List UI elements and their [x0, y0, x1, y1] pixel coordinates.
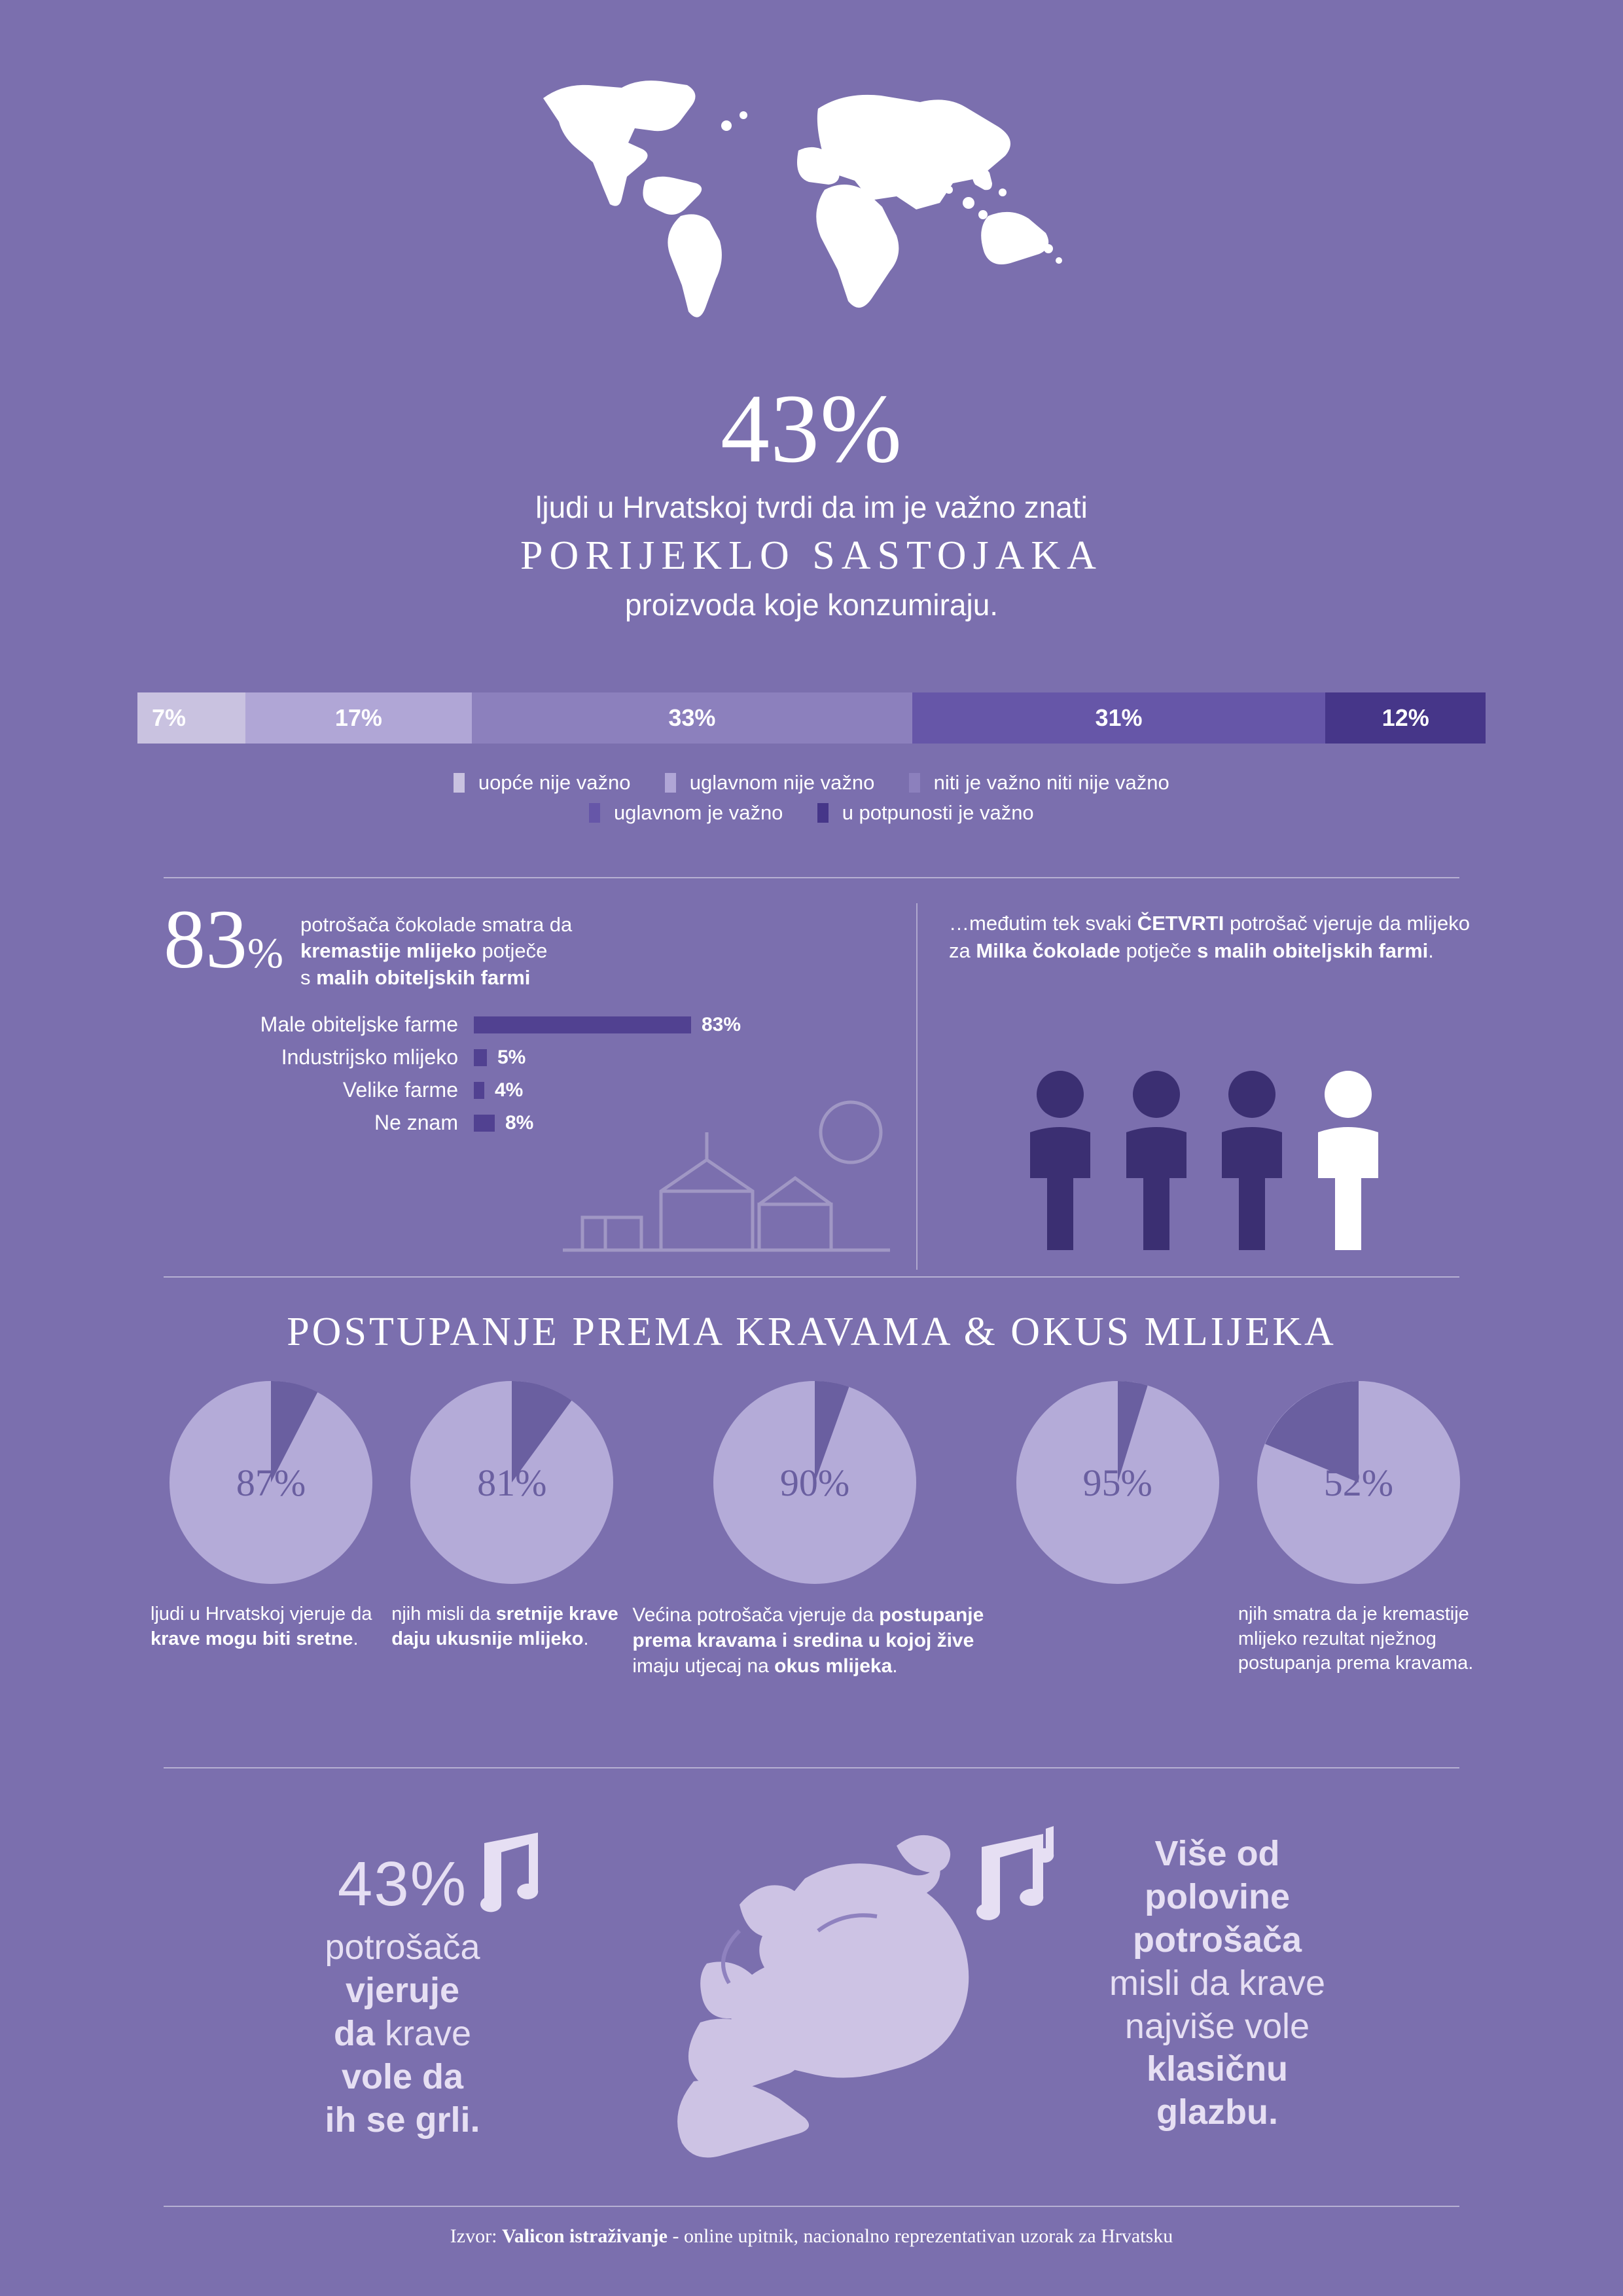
bar-label: Industrijsko mlijeko — [281, 1045, 458, 1069]
bar-row — [164, 1043, 857, 1072]
stacked-seg-1: 7% — [137, 692, 245, 744]
legend-swatch-icon — [454, 773, 465, 793]
bar-label: Ne znam — [374, 1111, 458, 1135]
pie-block-90 — [632, 1381, 997, 1679]
pie-label: 87% — [236, 1461, 306, 1504]
legend-swatch-icon — [817, 803, 829, 823]
pie-chart-87 — [169, 1381, 372, 1584]
bar-value: 4% — [495, 1079, 524, 1101]
bar-label: Male obiteljske farme — [260, 1013, 458, 1037]
legend-label: niti je važno niti nije važno — [933, 771, 1169, 794]
legend-swatch-icon — [909, 773, 920, 793]
legend-label: uglavnom nije važno — [689, 771, 875, 794]
bottom-right-text: Više od polovine potrošača misli da krave najviše vole klasičnu glazbu. — [1109, 1834, 1326, 2132]
pie-block-87 — [151, 1381, 391, 1679]
pie-label: 81% — [477, 1461, 547, 1504]
music-notes-icon — [458, 1826, 550, 1928]
divider-top — [164, 877, 1459, 878]
legend-item-2 — [909, 771, 1169, 795]
bar-value: 83% — [702, 1013, 741, 1035]
vertical-divider — [916, 903, 918, 1270]
quarter-text: …međutim tek svaki ČETVRTI potrošač vjeruje da mlijeko za Milka čokolade potječe s malih obiteljskih farmi. — [949, 912, 1470, 962]
stacked-seg-2: 17% — [245, 692, 472, 744]
footer-source-name: Valicon istraživanje — [501, 2225, 668, 2247]
person-icon — [1021, 1067, 1099, 1250]
pie-label: 52% — [1323, 1461, 1394, 1504]
legend-item-1 — [665, 771, 874, 795]
music-notes-icon — [962, 1826, 1067, 1941]
legend-label: uglavnom je važno — [613, 801, 783, 824]
page-title: PORIJEKLO SASTOJAKA — [520, 533, 1103, 578]
bar-fill — [474, 1016, 691, 1033]
pie-chart-95 — [1016, 1381, 1219, 1584]
pie-chart-52 — [1257, 1381, 1460, 1584]
stacked-bar-legend — [0, 764, 1623, 825]
pie-chart-row — [151, 1381, 1479, 1679]
person-icon — [1213, 1067, 1291, 1250]
divider-footer — [164, 2206, 1459, 2207]
person-icon — [1117, 1067, 1196, 1250]
pie-block-81 — [391, 1381, 632, 1679]
bar-fill — [474, 1049, 487, 1066]
pie-label: 95% — [1082, 1461, 1152, 1504]
legend-swatch-icon — [589, 803, 600, 823]
block-quarter-consumer — [949, 910, 1492, 965]
barn-icon — [543, 1093, 910, 1263]
headline — [0, 374, 1623, 622]
world-map-icon — [0, 52, 1623, 331]
pie-block-95 — [997, 1381, 1238, 1679]
bottom-left-text: 43% potrošača vjeruje da krave vole da ih se grli. — [249, 1846, 556, 2142]
pie-caption: Većina potrošača vjeruje da postupanje prema kravama i sredina u kojoj žive imaju utjecaj na okus mlijeka. — [632, 1604, 984, 1677]
footer-label: Izvor: — [450, 2225, 497, 2247]
stacked-seg-3: 33% — [472, 692, 912, 744]
headline-line3: proizvoda koje konzumiraju. — [624, 588, 999, 622]
legend-label: u potpunosti je važno — [842, 801, 1034, 824]
section-title: POSTUPANJE PREMA KRAVAMA & OKUS MLIJEKA — [287, 1310, 1336, 1354]
pie-caption: njih misli da sretnije krave daju ukusnije mlijeko. — [391, 1604, 618, 1649]
legend-item-4 — [817, 801, 1034, 825]
legend-item-3 — [589, 801, 783, 825]
stacked-seg-4: 31% — [912, 692, 1326, 744]
legend-label: uopće nije važno — [478, 771, 631, 794]
stacked-seg-5: 12% — [1325, 692, 1486, 744]
person-icon-highlighted — [1309, 1067, 1387, 1250]
pie-caption: njih smatra da je kremastije mlijeko rezultat nježnog postupanja prema kravama. — [1238, 1604, 1474, 1674]
pie-chart-90 — [713, 1381, 916, 1584]
headline-percent: 43% — [721, 374, 902, 483]
pie-label: 90% — [779, 1461, 850, 1504]
bar-label: Velike farme — [342, 1078, 458, 1102]
bar-value: 8% — [505, 1111, 534, 1134]
importance-stacked-bar — [137, 692, 1486, 744]
footer-rest: - online upitnik, nacionalno reprezentativan uzorak za Hrvatsku — [672, 2225, 1173, 2247]
legend-swatch-icon — [665, 773, 676, 793]
stat-83-number: 83% — [164, 893, 283, 986]
bar-row — [164, 1011, 857, 1039]
bar-fill — [474, 1115, 495, 1132]
bar-value: 5% — [497, 1046, 526, 1068]
stat-83-text: potrošača čokolade smatra da kremastije mlijeko potječe s malih obiteljskih farmi — [300, 913, 573, 989]
footer-source — [0, 2225, 1623, 2248]
divider-mid — [164, 1276, 1459, 1278]
legend-item-0 — [454, 771, 630, 795]
pie-chart-81 — [410, 1381, 613, 1584]
pie-block-52 — [1238, 1381, 1479, 1679]
people-pictogram — [1021, 1060, 1387, 1250]
bottom-left-percent: 43% — [337, 1849, 468, 1919]
bar-fill — [474, 1082, 484, 1099]
headline-line1: ljudi u Hrvatskoj tvrdi da im je važno znati — [535, 490, 1088, 524]
pie-caption: ljudi u Hrvatskoj vjeruje da krave mogu biti sretne. — [151, 1604, 372, 1649]
